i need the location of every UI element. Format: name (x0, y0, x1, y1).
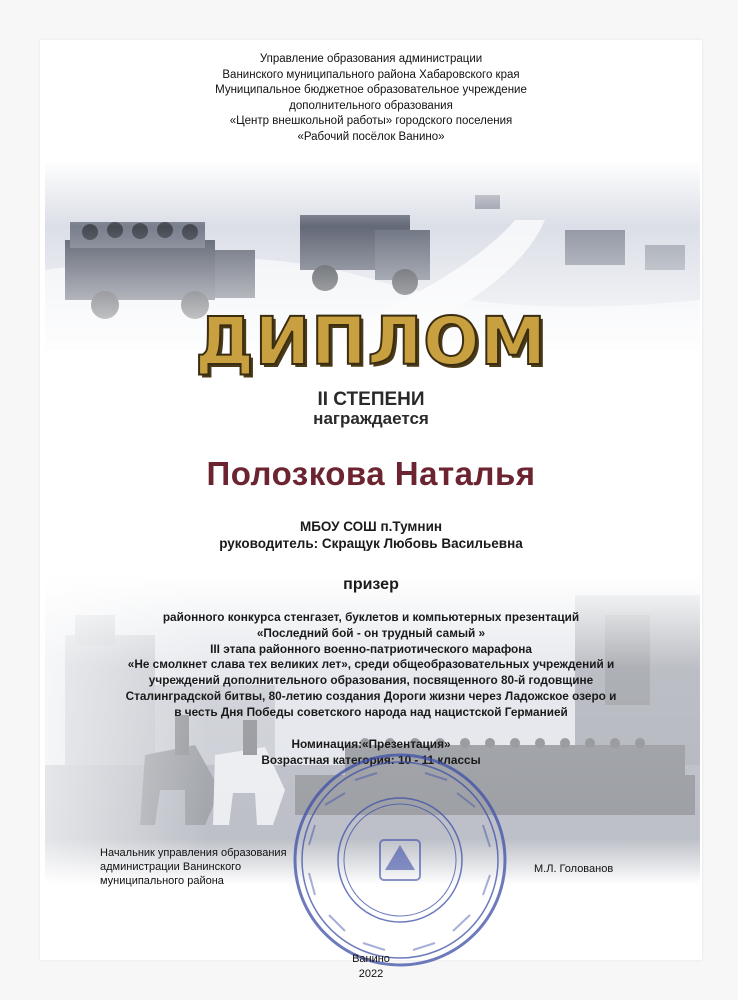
diploma-degree: II СТЕПЕНИ (317, 389, 425, 410)
contest-line: III этапа районного военно-патриотического марафона (210, 641, 532, 656)
recipient-name: Полозкова Наталья (206, 455, 536, 492)
contest-line: учреждений дополнительного образования, посвященного 80-й годовщине (148, 673, 594, 688)
nomination: Номинация:«Презентация» (291, 737, 451, 751)
diploma-title: ДИПЛОМ (195, 303, 547, 380)
school-block (40, 518, 702, 552)
contest-line: в честь Дня Победы советского народа над нацистской Германией (174, 704, 568, 719)
issuer-line: Управление образования администрации (259, 53, 483, 65)
contest-line: районного конкурса стенгазет, буклетов и компьютерных презентаций (162, 610, 580, 624)
awarded-label: награждается (313, 409, 429, 428)
prize-title: призер (343, 576, 399, 593)
chief-line: Начальник управления образования (100, 847, 287, 859)
supervisor-name: руководитель: Скращук Любовь Васильевна (219, 536, 523, 551)
official-stamp (285, 745, 515, 975)
issuer-line: дополнительного образования (289, 99, 453, 112)
contest-line: «Последний бой - он трудный самый » (256, 625, 486, 640)
place-name: Ванино (352, 953, 390, 965)
school-name: МБОУ СОШ п.Тумнин (299, 519, 443, 534)
issuer-line: Муниципальное бюджетное образовательное учреждение (215, 84, 527, 96)
issuer-line: «Центр внешкольной работы» городского поселения (229, 115, 513, 127)
diploma-sheet (40, 40, 702, 980)
chief-line: администрации Ванинского (100, 861, 242, 873)
issuer-header (40, 52, 702, 145)
issue-year: 2022 (358, 968, 384, 980)
contest-line: Сталинградской битвы, 80-летию создания Дороги жизни через Ладожское озеро и (125, 688, 617, 703)
contest-line: «Не смолкнет слава тех великих лет», среди общеобразовательных учреждений и (127, 657, 615, 672)
signer-name: М.Л. Голованов (534, 863, 614, 875)
age-category: Возрастная категория: 10 - 11 классы (261, 753, 481, 767)
issuer-line: «Рабочий посёлок Ванино» (297, 130, 445, 143)
chief-line: муниципального района (100, 875, 224, 887)
contest-description (40, 610, 702, 721)
issuer-line: Ванинского муниципального района Хабаровского края (222, 68, 520, 81)
